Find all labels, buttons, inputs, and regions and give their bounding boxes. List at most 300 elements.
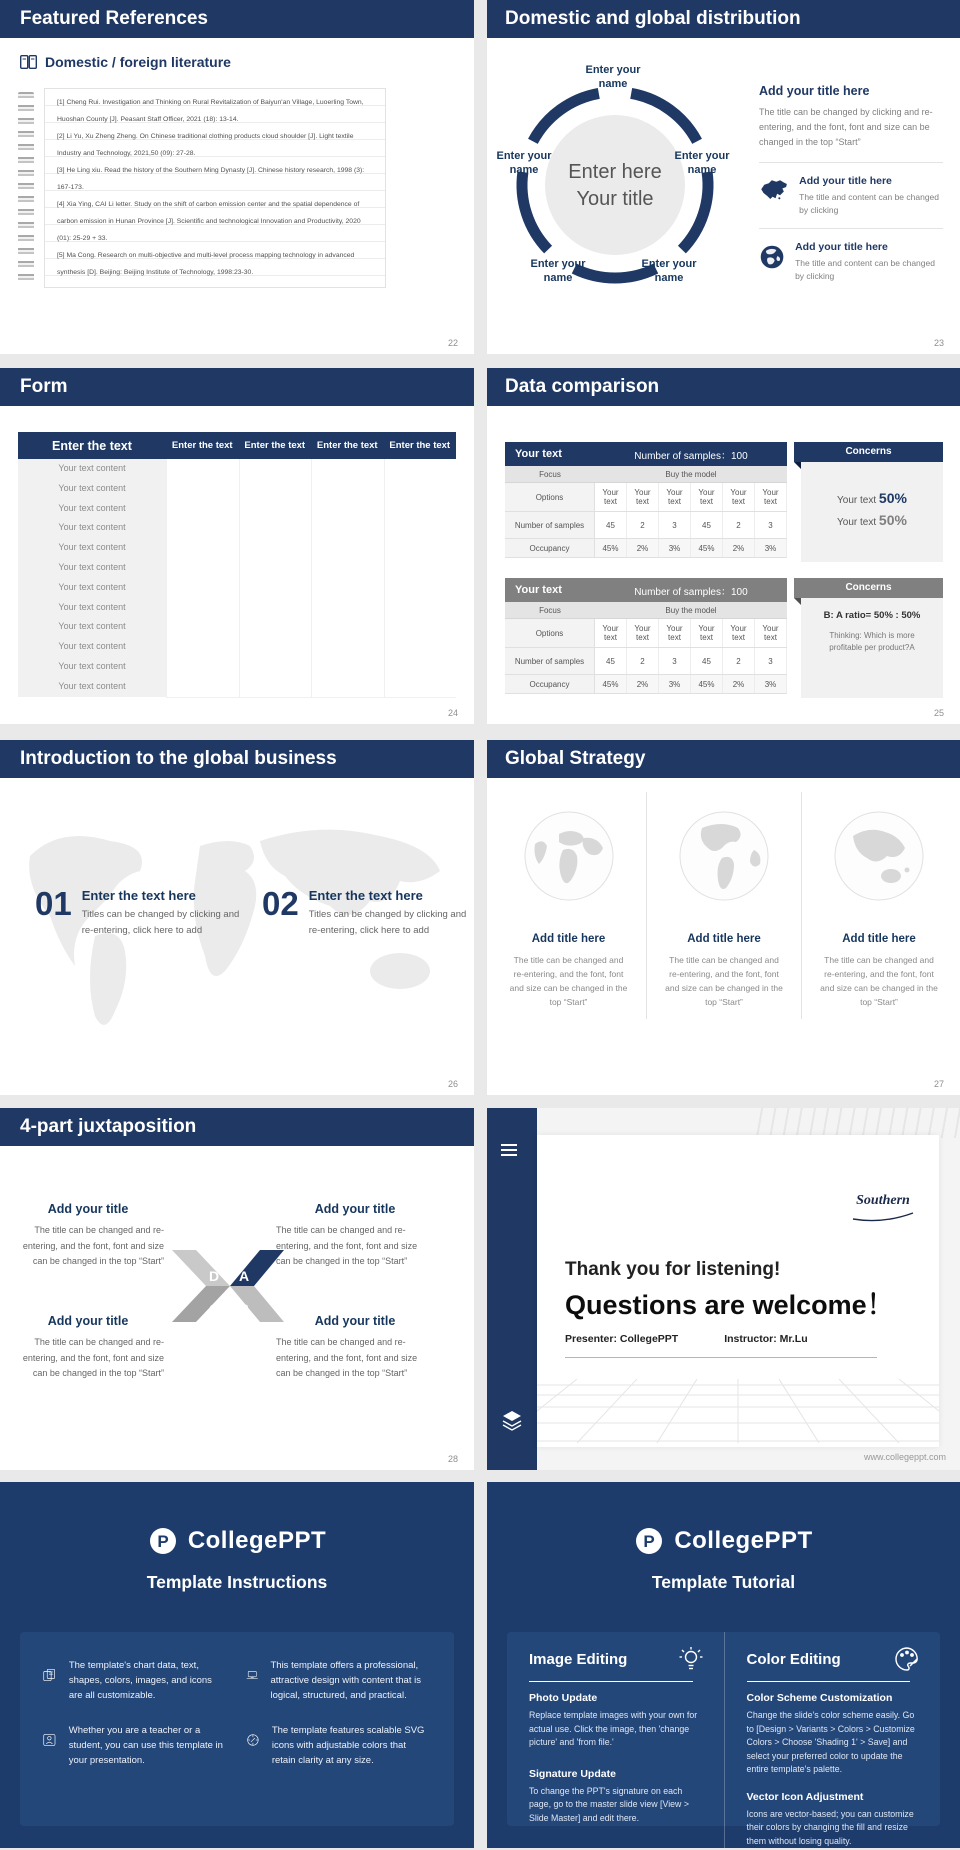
slide-thank-you[interactable]: [487, 1108, 960, 1470]
table-row: [18, 657, 456, 677]
table-row: [18, 459, 456, 479]
diagram-letter-a: A: [238, 1268, 250, 1284]
layers-icon: [501, 1410, 523, 1432]
list-item-global: [759, 228, 943, 282]
empty-cell: [384, 617, 457, 638]
sample-cell: 2: [723, 512, 755, 538]
strategy-column-3: [801, 792, 956, 1019]
occupancy-cell: 3%: [755, 675, 787, 693]
instructions-grid: [20, 1632, 454, 1794]
divider-line: [565, 1357, 877, 1358]
occupancy-cell: 3%: [659, 675, 691, 693]
instructor-label: Instructor: Mr.Lu: [724, 1333, 808, 1345]
page-number: 26: [447, 1079, 458, 1089]
tutorial-subtitle: Signature Update: [529, 1767, 616, 1780]
strategy-column-2: [646, 792, 801, 1019]
empty-cell: [384, 459, 457, 480]
slide-24-form[interactable]: [0, 368, 474, 724]
empty-cell: [384, 677, 457, 698]
empty-cell: [166, 538, 239, 559]
list-item-domestic: [759, 162, 943, 216]
empty-cell: [311, 499, 384, 520]
sample-cell: 45: [595, 512, 627, 538]
list-item-title: Add your title here: [795, 241, 888, 253]
credits-row: [565, 1333, 808, 1345]
slide-26-global-business-intro[interactable]: [0, 740, 474, 1095]
empty-cell: [166, 657, 239, 678]
row-label-cell: Your text content: [18, 657, 166, 678]
empty-cell: [239, 459, 312, 480]
slide-22-featured-references[interactable]: [0, 0, 474, 354]
collegeppt-logo-icon: [634, 1526, 664, 1556]
tutorial-body: To change the PPT's signature on each page, go to the master slide view [View > Slide Master] and edit there.: [529, 1785, 689, 1823]
slide-title: Global Strategy: [505, 748, 646, 769]
page-number: 23: [933, 338, 944, 348]
thanks-line-1: Thank you for listening!: [565, 1259, 781, 1280]
sample-cell: 3: [659, 648, 691, 674]
empty-cell: [166, 677, 239, 698]
options-row: [505, 483, 787, 512]
form-header-cell: Enter the text: [244, 440, 306, 451]
form-table: [18, 432, 456, 697]
diagram-center-title: Enter here: [568, 161, 662, 183]
quadrant-block-top-right: [276, 1202, 434, 1270]
ratio-line: B: A ratio= 50% : 50%: [823, 610, 921, 621]
column-title: Add title here: [687, 933, 761, 945]
diagram-center-subtitle: Your title: [576, 188, 654, 210]
option-cell: Your text: [627, 483, 659, 511]
row-label-cell: Your text content: [18, 677, 166, 698]
occupancy-row: [505, 539, 787, 558]
focus-value: Buy the model: [665, 605, 717, 615]
empty-cell: [166, 617, 239, 638]
form-table-header: [18, 432, 456, 459]
diagram-letter-b: B: [238, 1301, 250, 1317]
slide-title: Form: [20, 376, 68, 397]
row-label: Occupancy: [505, 539, 595, 557]
page-number: 25: [933, 708, 944, 718]
tutorial-body: Replace template images with your own for actual use. Click the image, then 'change picture' and 'from file.': [529, 1710, 698, 1747]
empty-cell: [239, 558, 312, 579]
corner-swoosh-decoration: [750, 1108, 960, 1138]
block-title: Add your title: [314, 1202, 396, 1216]
sample-cell: 45: [691, 512, 723, 538]
thank-you-card: [537, 1135, 939, 1447]
presenter-icon: [42, 1723, 57, 1757]
numbered-item-1: [35, 885, 240, 938]
page-number: 28: [447, 1454, 458, 1464]
slide-title: Domestic and global distribution: [505, 8, 801, 29]
option-cell: Your text: [691, 483, 723, 511]
empty-cell: [166, 637, 239, 658]
empty-cell: [239, 499, 312, 520]
dark-slide-title: Template Instructions: [146, 1572, 328, 1592]
instruction-item-4: [246, 1723, 432, 1768]
reference-item: [3] He Ling xiu. Read the history of the Southern Ming Dynasty [J]. Chinese history research, 1998 (3): 167-173.: [57, 167, 365, 191]
brand-logo: [0, 1482, 474, 1556]
column-body: The title can be changed and re-entering, and the font, font and size can be changed in the top “Start”: [509, 955, 628, 1007]
reference-item: [2] Li Yu, Xu Zheng Zheng. On Chinese traditional clothing products cloud shoulder [J]. Light textile Industry and Technology, 2021,50 (09): 27-28.: [57, 133, 354, 157]
sample-cell: 45: [595, 648, 627, 674]
heading-underline: [529, 1681, 693, 1682]
row-label: Options: [505, 619, 595, 647]
quadrant-block-bottom-right: [276, 1314, 434, 1382]
logo-swoosh: [851, 1212, 915, 1222]
block-body: The title can be changed and re-entering, and the font, font and size can be changed in the top “Start”: [22, 1225, 164, 1266]
empty-cell: [239, 598, 312, 619]
empty-cell: [166, 479, 239, 500]
empty-cell: [384, 578, 457, 599]
sample-cell: 3: [659, 512, 691, 538]
right-column-body: The title can be changed by clicking and re-entering, and the font, font and size can be changed in the top “Start”: [759, 107, 933, 147]
option-cell: Your text: [723, 619, 755, 647]
x-ribbon-diagram: [166, 1244, 290, 1326]
tutorial-body: Icons are vector-based; you can customize their colors by changing the fill and resize them without losing quality.: [746, 1808, 914, 1846]
tutorial-column-image-editing: [507, 1632, 724, 1848]
instruction-item-3: [42, 1723, 228, 1768]
form-header-cell: Enter the text: [389, 440, 451, 451]
university-logo: [851, 1193, 915, 1227]
list-item-title: Add your title here: [799, 175, 892, 187]
instruction-item-1: [42, 1658, 228, 1703]
empty-cell: [166, 598, 239, 619]
occupancy-cell: 2%: [723, 539, 755, 557]
empty-cell: [166, 518, 239, 539]
table-row: [18, 617, 456, 637]
empty-cell: [239, 637, 312, 658]
focus-row: [505, 602, 787, 619]
empty-cell: [311, 637, 384, 658]
svg-text:P: P: [643, 1532, 655, 1551]
empty-cell: [311, 518, 384, 539]
tutorial-column-header: [747, 1646, 921, 1672]
laptop-icon: [246, 1658, 258, 1692]
diagram-node-label-bottom-right: Enter your name: [641, 258, 697, 284]
empty-cell: [239, 518, 312, 539]
palette-icon: [894, 1646, 920, 1672]
table-row: [18, 499, 456, 519]
item-text: [82, 886, 240, 938]
row-label: Number of samples: [505, 648, 595, 674]
item-body: Titles can be changed by clicking and re-entering, click here to add: [81, 909, 240, 936]
pct-value: 50%: [878, 490, 907, 506]
strategy-column-1: [491, 792, 646, 1019]
china-map-icon: [759, 175, 789, 205]
option-cell: Your text: [595, 619, 627, 647]
block-body: The title can be changed and re-entering, and the font, font and size can be changed in the top “Start”: [276, 1337, 418, 1378]
tutorial-heading: Color Editing: [746, 1650, 841, 1668]
tutorial-column-header: [529, 1646, 704, 1672]
concerns-box-1: [801, 442, 943, 562]
row-label-cell: Your text content: [18, 637, 166, 658]
brand-logo-text: CollegePPT: [674, 1527, 813, 1554]
table-row: [18, 578, 456, 598]
tutorial-heading: Image Editing: [529, 1650, 628, 1668]
focus-label: Focus: [539, 469, 561, 479]
row-label-cell: Your text content: [18, 459, 166, 480]
hamburger-icon: [501, 1144, 517, 1159]
dark-slide-title: Template Tutorial: [651, 1572, 796, 1592]
focus-value: Buy the model: [665, 469, 717, 479]
empty-cell: [384, 598, 457, 619]
empty-cell: [384, 518, 457, 539]
reference-item: [4] Xia Ying, CAI Li letter. Study on the shift of carbon emission center and the spatial dependence of carbon emission in Hunan Province [J]. Scientific and technological Innovation and Productivity, 2020 (01): 25-29 + 33.: [57, 201, 361, 242]
occupancy-cell: 2%: [723, 675, 755, 693]
occupancy-cell: 45%: [691, 539, 723, 557]
occupancy-cell: 45%: [595, 675, 627, 693]
block-body: The title can be changed and re-entering, and the font, font and size can be changed in the top “Start”: [276, 1225, 418, 1266]
tutorial-grid: [507, 1632, 940, 1846]
slide-title: Data comparison: [505, 376, 660, 397]
empty-cell: [239, 657, 312, 678]
column-body: The title can be changed and re-entering, and the font, font and size can be changed in the top “Start”: [665, 955, 783, 1007]
university-logo-text: Southern: [856, 1193, 910, 1208]
table-header: [505, 442, 787, 466]
empty-cell: [166, 459, 239, 480]
brand-logo-text: CollegePPT: [187, 1527, 327, 1554]
table-row: [18, 538, 456, 558]
item-number: 01: [35, 885, 72, 922]
book-icon: [20, 55, 37, 69]
form-header-cell: Enter the text: [52, 438, 132, 453]
empty-cell: [166, 578, 239, 599]
block-title: Add your title: [47, 1314, 129, 1328]
concerns-box-2: [801, 578, 943, 698]
brand-logo: [487, 1482, 960, 1556]
option-cell: Your text: [755, 483, 787, 511]
row-label-cell: Your text content: [18, 518, 166, 539]
slide-27-global-strategy[interactable]: [487, 740, 960, 1095]
empty-cell: [311, 578, 384, 599]
item-body: Titles can be changed by clicking and re-entering, click here to add: [308, 909, 467, 936]
focus-row: [505, 466, 787, 483]
literature-heading-label: Domestic / foreign literature: [45, 54, 231, 70]
row-label-cell: Your text content: [18, 578, 166, 599]
occupancy-row: [505, 675, 787, 694]
diagram-node-label-left: Enter your name: [496, 150, 552, 176]
table-name-label: Your text: [515, 584, 562, 596]
occupancy-cell: 45%: [691, 675, 723, 693]
perspective-grid-decoration: [537, 1379, 939, 1443]
item-text: [309, 886, 467, 938]
sample-cell: 2: [723, 648, 755, 674]
sample-cell: 2: [627, 648, 659, 674]
thanks-line-2: Questions are welcome！: [565, 1290, 894, 1320]
form-header-cell: Enter the text: [171, 440, 233, 451]
lightbulb-icon: [678, 1646, 704, 1672]
column-title: Add title here: [842, 933, 916, 945]
percentage-line: [801, 462, 943, 506]
collegeppt-logo-icon: [148, 1526, 178, 1556]
table-name-label: Your text: [515, 448, 562, 460]
instruction-item-2: [246, 1658, 432, 1703]
option-cell: Your text: [595, 483, 627, 511]
row-label-cell: Your text content: [18, 499, 166, 520]
slide-title: Featured References: [20, 8, 208, 29]
pages-icon: [42, 1658, 57, 1692]
empty-cell: [311, 677, 384, 698]
empty-cell: [311, 459, 384, 480]
option-cell: Your text: [627, 619, 659, 647]
spiral-binding-decoration: [18, 92, 34, 284]
comparison-table-2: [505, 578, 787, 694]
empty-cell: [311, 538, 384, 559]
option-cell: Your text: [659, 619, 691, 647]
instruction-text: This template offers a professional, attractive design with content that is logical, structured, and practical.: [270, 1660, 421, 1701]
slide-template-instructions[interactable]: [0, 1482, 474, 1848]
vector-icon: [246, 1723, 260, 1757]
table-row: [18, 558, 456, 578]
left-sidebar: [487, 1108, 537, 1470]
strategy-columns: [491, 792, 956, 1019]
empty-cell: [311, 558, 384, 579]
samples-label: Number of samples：100: [634, 450, 748, 462]
empty-cell: [239, 677, 312, 698]
samples-label: Number of samples：100: [634, 586, 748, 598]
instruction-text: The template's chart data, text, shapes, colors, images, and icons are all customizable.: [68, 1660, 212, 1701]
instructions-panel: [20, 1632, 454, 1826]
comparison-table-1: [505, 442, 787, 558]
row-label-cell: Your text content: [18, 479, 166, 500]
empty-cell: [311, 657, 384, 678]
row-label-cell: Your text content: [18, 617, 166, 638]
percentage-line: [801, 506, 943, 528]
tutorial-subtitle: Photo Update: [529, 1692, 598, 1704]
globe-image: [678, 810, 770, 902]
page-number: 27: [933, 1079, 944, 1089]
option-cell: Your text: [659, 483, 691, 511]
concerns-body: [801, 462, 943, 562]
right-column-title: Add your title here: [759, 84, 870, 98]
column-title: Add title here: [531, 933, 606, 945]
concerns-header: Concerns: [794, 578, 943, 598]
block-body: The title can be changed and re-entering, and the font, font and size can be changed in the top “Start”: [22, 1337, 164, 1378]
reference-item: [5] Ma Cong. Research on multi-objective and multi-level process mapping technology in advanced synthesis [D]. Beijing: Beijing Institute of Technology, 1998:23-30.: [57, 252, 355, 276]
diagram-node-label-bottom-left: Enter your name: [530, 258, 586, 284]
empty-cell: [384, 637, 457, 658]
empty-cell: [239, 538, 312, 559]
tutorial-subtitle: Color Scheme Customization: [746, 1692, 893, 1704]
numbered-item-2: [262, 885, 467, 938]
block-title: Add your title: [314, 1314, 396, 1328]
row-label: Occupancy: [505, 675, 595, 693]
slide-template-tutorial[interactable]: [487, 1482, 960, 1848]
concerns-header: Concerns: [794, 442, 943, 462]
diagram-node-label-right: Enter your name: [674, 150, 730, 176]
diagram-node-label-top: Enter your name: [585, 64, 641, 90]
empty-cell: [311, 598, 384, 619]
list-item-text: [799, 175, 943, 216]
tutorial-body: Change the slide's color scheme easily. Go to [Design > Variants > Colors > Customize Colors > Choose 'Shading 1' > Save] and select your preferred color to update the entire template's palette.: [746, 1710, 915, 1774]
sample-cell: 45: [691, 648, 723, 674]
heading-underline: [747, 1681, 910, 1682]
pct-text: Your text: [837, 517, 877, 528]
list-item-text: [795, 241, 943, 282]
slide-25-data-comparison[interactable]: [487, 368, 960, 724]
tutorial-column-color-editing: [724, 1632, 941, 1848]
diagram-letter-c: C: [208, 1301, 220, 1317]
row-label-cell: Your text content: [18, 558, 166, 579]
instruction-text: Whether you are a teacher or a student, you can use this template in your presentation.: [68, 1725, 223, 1766]
slide-title-bar: [0, 0, 474, 38]
globe-image: [833, 810, 925, 902]
option-cell: Your text: [691, 619, 723, 647]
slide-title: 4-part juxtaposition: [20, 1116, 197, 1137]
occupancy-cell: 2%: [627, 675, 659, 693]
empty-cell: [384, 657, 457, 678]
table-row: [18, 677, 456, 697]
occupancy-cell: 2%: [627, 539, 659, 557]
slide-title-bar: [0, 368, 474, 406]
empty-cell: [311, 617, 384, 638]
diagram-center-label: [535, 159, 695, 213]
slide-title-bar: [487, 740, 960, 778]
option-cell: Your text: [723, 483, 755, 511]
column-body: The title can be changed and re-entering, and the font, font and size can be changed in the top “Start”: [820, 955, 938, 1007]
references-list: [44, 88, 386, 288]
page-number: 22: [447, 338, 458, 348]
thinking-line: Thinking: Which is more profitable per product?A: [829, 631, 915, 652]
empty-cell: [384, 558, 457, 579]
list-item-body: The title and content can be changed by clicking: [795, 258, 935, 281]
quadrant-block-bottom-left: [12, 1314, 164, 1382]
globe-icon: [759, 241, 785, 273]
empty-cell: [239, 617, 312, 638]
slide-title-bar: [0, 1108, 474, 1146]
tutorial-subtitle: Vector Icon Adjustment: [746, 1790, 864, 1803]
table-row: [18, 518, 456, 538]
globe-image: [523, 810, 615, 902]
occupancy-cell: 45%: [595, 539, 627, 557]
slide-title: Introduction to the global business: [20, 748, 337, 769]
form-header-cell: Enter the text: [316, 440, 378, 451]
list-item-body: The title and content can be changed by clicking: [799, 192, 940, 215]
empty-cell: [166, 558, 239, 579]
reference-item: [1] Cheng Rui. Investigation and Thinking on Rural Revitalization of Baiyun'an Village, Luoerling Town, Huoshan County [J]. Peasant Staff Officer, 2021 (18): 13-14.: [57, 99, 364, 123]
sample-cell: 3: [755, 512, 787, 538]
empty-cell: [239, 578, 312, 599]
right-column: [759, 84, 943, 282]
slide-title-bar: [487, 0, 960, 38]
options-row: [505, 619, 787, 648]
item-title: Enter the text here: [81, 888, 196, 903]
svg-text:P: P: [157, 1532, 169, 1551]
row-label: Number of samples: [505, 512, 595, 538]
block-title: Add your title: [47, 1202, 129, 1216]
samples-row: [505, 648, 787, 675]
table-row: [18, 598, 456, 618]
slide-title-bar: [487, 368, 960, 406]
slide-28-four-part-juxtaposition[interactable]: [0, 1108, 474, 1470]
empty-cell: [384, 499, 457, 520]
table-row: [18, 637, 456, 657]
occupancy-cell: 3%: [755, 539, 787, 557]
diagram-letter-d: D: [208, 1268, 220, 1284]
slide-23-domestic-global-distribution[interactable]: [487, 0, 960, 354]
quadrant-block-top-left: [12, 1202, 164, 1270]
concerns-body: [801, 598, 943, 698]
literature-heading: [20, 54, 474, 70]
sample-cell: 2: [627, 512, 659, 538]
row-label-cell: Your text content: [18, 598, 166, 619]
tutorial-panel: [507, 1632, 940, 1846]
slide-title-bar: [0, 740, 474, 778]
empty-cell: [384, 479, 457, 500]
website-link[interactable]: www.collegeppt.com: [863, 1452, 946, 1462]
row-label-cell: Your text content: [18, 538, 166, 559]
pct-value: 50%: [878, 512, 907, 528]
occupancy-cell: 3%: [659, 539, 691, 557]
